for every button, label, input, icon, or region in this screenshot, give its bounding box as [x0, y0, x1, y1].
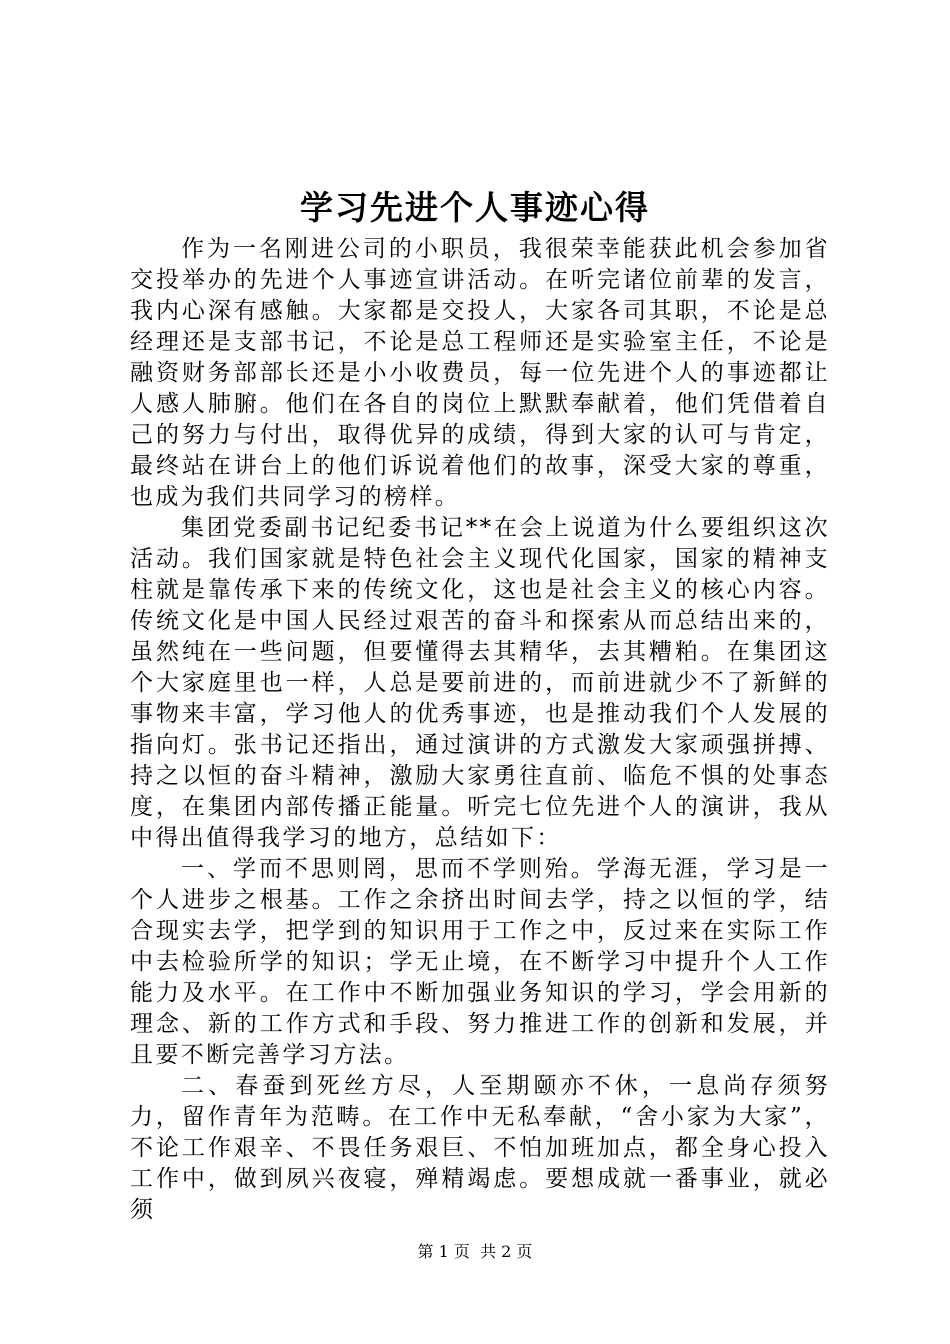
paragraph-point-one: 一、学而不思则罔，思而不学则殆。学海无涯，学习是一个人进步之根基。工作之余挤出时间去学，持之以恒的学，结合现实去学，把学到的知识用于工作之中，反过来在实际工作中去检验所学的知识；学无止境，在不断学习中提升个人工作能力及水平。在工作中不断加强业务知识的学习，学会用新的理念、新的工作方式和手段、努力推进工作的创新和发展，并且要不断完善学习方法。 [130, 856, 830, 1068]
page-number-label: 第 1 页 共 2 页 [417, 1242, 533, 1261]
paragraph-point-two: 二、春蚕到死丝方尽，人至期颐亦不休，一息尚存须努力，留作青年为范畴。在工作中无私奉献，“舍小家为大家”，不论工作艰辛、不畏任务艰巨、不怕加班加点，都全身心投入工作中，做到夙兴夜寝，殚精竭虑。要想成就一番事业，就必须 [130, 1073, 830, 1223]
page-footer [0, 1242, 950, 1262]
paragraph-activity-purpose: 集团党委副书记纪委书记**在会上说道为什么要组织这次活动。我们国家就是特色社会主义现代化国家，国家的精神支柱就是靠传承下来的传统文化，这也是社会主义的核心内容。传统文化是中国人民经过艰苦的奋斗和探索从而总结出来的，虽然纯在一些问题，但要懂得去其精华，去其糟粕。在集团这个大家庭里也一样，人总是要前进的，而前进就少不了新鲜的事物来丰富，学习他人的优秀事迹，也是推动我们个人发展的指向灯。张书记还指出，通过演讲的方式激发大家顽强拼搏、持之以恒的奋斗精神，激励大家勇往直前、临危不惧的处事态度，在集团内部传播正能量。听完七位先进个人的演讲，我从中得出值得我学习的地方，总结如下： [130, 515, 830, 851]
document-title: 学习先进个人事迹心得 [300, 188, 650, 227]
document-body [130, 234, 830, 1226]
paragraph-intro: 作为一名刚进公司的小职员，我很荣幸能获此机会参加省交投举办的先进个人事迹宣讲活动。在听完诸位前辈的发言，我内心深有感触。大家都是交投人，大家各司其职，不论是总经理还是支部书记，不论是总工程师还是实验室主任，不论是融资财务部部长还是小小收费员，每一位先进个人的事迹都让人感人肺腑。他们在各自的岗位上默默奉献着，他们凭借着自己的努力与付出，取得优异的成绩，得到大家的认可与肯定，最终站在讲台上的他们诉说着他们的故事，深受大家的尊重，也成为我们共同学习的榜样。 [130, 236, 830, 510]
